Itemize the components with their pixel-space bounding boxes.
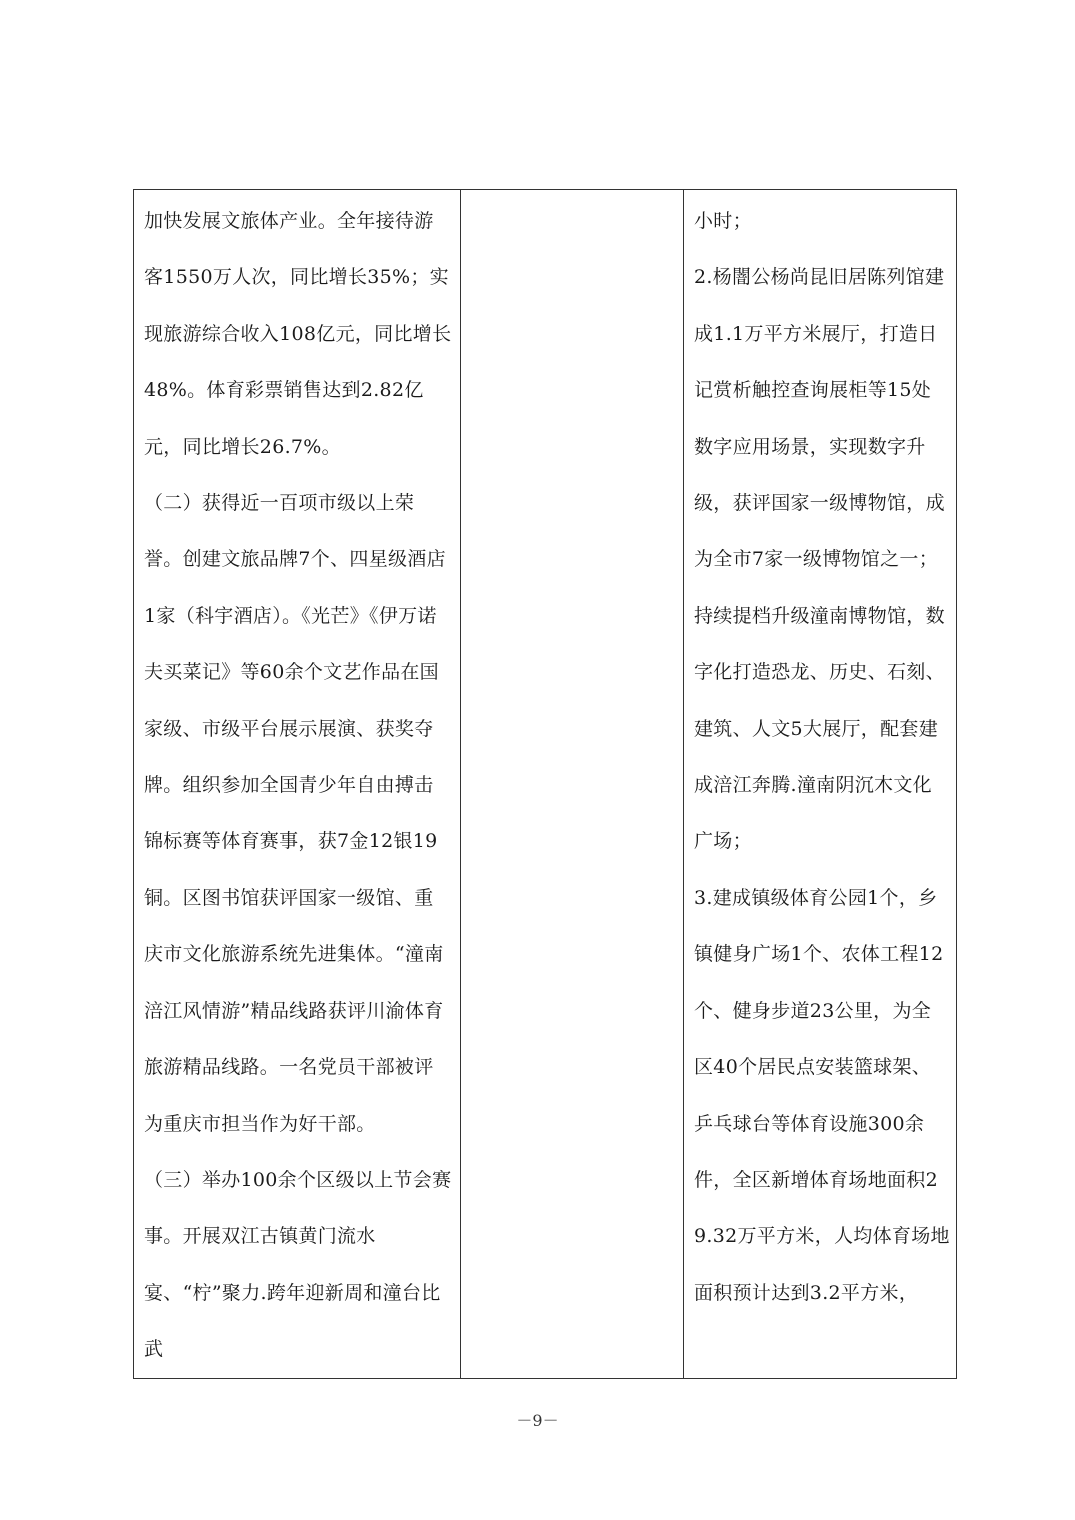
page-number: －9－ — [516, 1411, 559, 1430]
left-paragraph-1: 加快发展文旅体产业。全年接待游客1550万人次，同比增长35%；实现旅游综合收入108亿元，同比增长48%。体育彩票销售达到2.82亿元，同比增长26.7%。 — [144, 210, 452, 458]
left-paragraph-3: （三）举办100余个区级以上节会赛事。开展双江古镇黄门流水宴、“柠”聚力.跨年迎新周和潼台比武 — [144, 1168, 452, 1361]
left-cell-text — [134, 190, 460, 1378]
right-paragraph-1: 小时； — [694, 210, 752, 232]
right-paragraph-3: 3.建成镇级体育公园1个，乡镇健身广场1个、农体工程12个、健身步道23公里，为全区40个居民点安装篮球架、乒乓球台等体育设施300余件，全区新增体育场地面积29.32万平方米，人均体育场地面积预计达到3.2平方米， — [694, 886, 950, 1304]
right-paragraph-2: 2.杨闇公杨尚昆旧居陈列馆建成1.1万平方米展厅，打造日记赏析触控查询展柜等15处数字应用场景，实现数字升级，获评国家一级博物馆，成为全市7家一级博物馆之一；持续提档升级潼南博物馆，数字化打造恐龙、历史、石刻、建筑、人文5大展厅，配套建成涪江奔腾.潼南阴沉木文化广场； — [694, 266, 945, 853]
right-cell-text — [684, 190, 956, 1321]
left-paragraph-2: （二）获得近一百项市级以上荣誉。创建文旅品牌7个、四星级酒店1家（科宇酒店）。《光芒》《伊万诺夫买菜记》等60余个文艺作品在国家级、市级平台展示展演、获奖夺牌。组织参加全国青少年自由搏击锦标赛等体育赛事，获7金12银19铜。区图书馆获评国家一级馆、重庆市文化旅游系统先进集体。“潼南涪江风情游”精品线路获评川渝体育旅游精品线路。一名党员干部被评为重庆市担当作为好干部。 — [144, 492, 446, 1135]
right-cell — [684, 190, 957, 1379]
middle-cell — [461, 190, 684, 1379]
content-table — [133, 189, 957, 1379]
left-cell — [134, 190, 461, 1379]
table-row — [134, 190, 957, 1379]
